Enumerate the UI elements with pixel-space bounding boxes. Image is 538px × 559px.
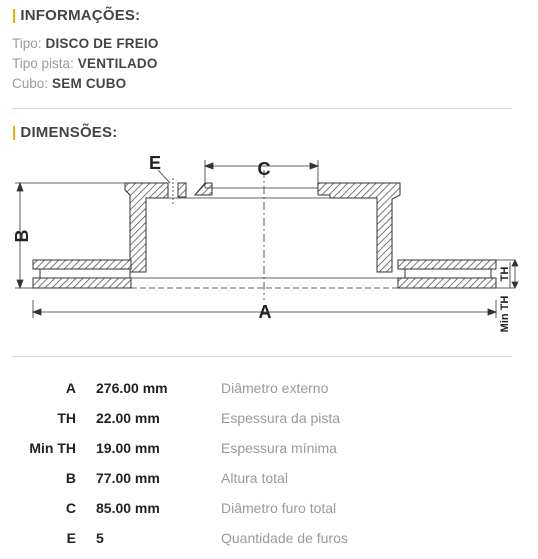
dimension-value: 85.00 mm: [96, 500, 160, 516]
vent-fins: [40, 269, 491, 278]
dimension-row-b: [0, 470, 538, 490]
dimensoes-title: DIMENSÕES:: [20, 124, 118, 141]
dimension-code: A: [65, 380, 76, 396]
dimension-code: Min TH: [29, 440, 76, 456]
dimension-code: TH: [57, 410, 76, 426]
label-e: E: [148, 153, 162, 173]
label-th: TH: [499, 266, 511, 282]
dimension-th: [512, 260, 518, 288]
label-b: B: [12, 229, 32, 243]
dimensoes-heading: [12, 124, 117, 141]
dimension-row-min-th: [0, 440, 538, 460]
dimension-description: Altura total: [221, 470, 288, 486]
dimension-code: C: [65, 500, 76, 516]
dimension-code: E: [66, 530, 76, 546]
accent-bar: |: [12, 7, 17, 24]
dimension-description: Espessura da pista: [221, 410, 341, 426]
label-a: A: [258, 302, 272, 322]
info-row-tipo-pista: [12, 56, 158, 71]
dimension-value: 22.00 mm: [96, 410, 160, 426]
info-label: Tipo pista:: [12, 56, 74, 71]
accent-bar: |: [12, 124, 17, 141]
info-row-cubo: [12, 76, 126, 91]
dimension-row-a: [0, 380, 538, 400]
label-c: C: [257, 159, 271, 179]
divider: [12, 108, 512, 109]
dimension-description: Quantidade de furos: [221, 530, 348, 546]
info-label: Cubo:: [12, 76, 49, 91]
divider: [12, 356, 512, 357]
info-value: DISCO DE FREIO: [45, 36, 159, 51]
informacoes-title: INFORMAÇÕES:: [20, 7, 141, 24]
dimension-value: 19.00 mm: [96, 440, 160, 456]
dimension-description: Diâmetro externo: [221, 380, 329, 396]
dimension-value: 276.00 mm: [96, 380, 168, 396]
label-min-th: Min TH: [499, 295, 511, 333]
dimension-description: Espessura mínima: [221, 440, 337, 456]
info-row-tipo: [12, 36, 159, 51]
info-label: Tipo:: [12, 36, 42, 51]
brake-disc-diagram: [0, 150, 538, 345]
dimension-code: B: [65, 470, 76, 486]
dimension-description: Diâmetro furo total: [221, 500, 337, 516]
info-value: SEM CUBO: [52, 76, 127, 91]
info-value: VENTILADO: [77, 56, 158, 71]
dimension-row-c: [0, 500, 538, 520]
informacoes-heading: [12, 7, 140, 24]
dimension-row-e: [0, 530, 538, 550]
dimension-value: 77.00 mm: [96, 470, 160, 486]
dimension-value: 5: [96, 530, 104, 546]
dimension-row-th: [0, 410, 538, 430]
